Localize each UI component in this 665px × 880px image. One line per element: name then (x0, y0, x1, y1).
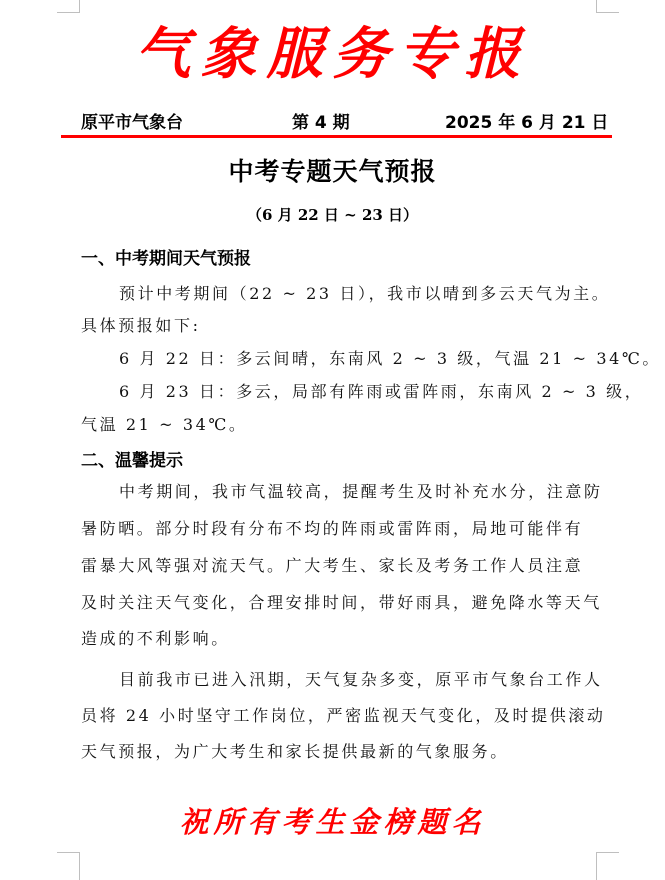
page-corner-mark-top-left (57, 0, 80, 13)
paragraph-line: 雷暴大风等强对流天气。广大考生、家长及考务工作人员注意 (81, 556, 584, 575)
paragraph-line: 具体预报如下: (81, 316, 201, 335)
paragraph-line: 员将 24 小时坚守工作岗位，严密监视天气变化，及时提供滚动 (81, 706, 606, 725)
section-heading-forecast: 一、中考期间天气预报 (81, 249, 251, 269)
page-corner-mark-top-right (596, 0, 619, 13)
forecast-line-june-23: 6 月 23 日：多云，局部有阵雨或雷阵雨，东南风 2 ~ 3 级， (119, 382, 644, 401)
paragraph-line: 预计中考期间（22 ~ 23 日），我市以晴到多云天气为主。 (119, 284, 611, 303)
issue-date: 2025 年 6 月 21 日 (445, 113, 609, 133)
page-corner-mark-bottom-left (57, 852, 80, 880)
paragraph-line: 暑防晒。部分时段有分布不均的阵雨或雷阵雨，局地可能伴有 (81, 519, 584, 538)
masthead-title: 气象服务专报 (134, 21, 531, 87)
paragraph-line: 及时关注天气变化，合理安排时间，带好雨具，避免降水等天气 (81, 593, 602, 612)
paragraph-line: 中考期间，我市气温较高，提醒考生及时补充水分，注意防 (119, 482, 603, 501)
issue-number: 第 4 期 (292, 113, 350, 133)
page-corner-mark-bottom-right (596, 852, 619, 880)
footer-slogan: 祝所有考生金榜题名 (179, 805, 486, 839)
document-date-range: （6 月 22 日 ~ 23 日） (246, 206, 419, 224)
forecast-line-june-22: 6 月 22 日：多云间晴，东南风 2 ~ 3 级，气温 21 ~ 34℃。 (119, 349, 661, 368)
document-title: 中考专题天气预报 (228, 157, 437, 186)
paragraph-line: 造成的不利影响。 (81, 629, 230, 648)
paragraph-line: 天气预报，为广大考生和家长提供最新的气象服务。 (81, 742, 509, 761)
section-heading-tips: 二、温馨提示 (81, 451, 183, 471)
paragraph-line: 目前我市已进入汛期，天气复杂多变，原平市气象台工作人 (119, 670, 603, 689)
paragraph-line: 气温 21 ~ 34℃。 (81, 415, 248, 434)
header-red-rule (61, 135, 612, 138)
issuing-organization: 原平市气象台 (81, 113, 183, 133)
